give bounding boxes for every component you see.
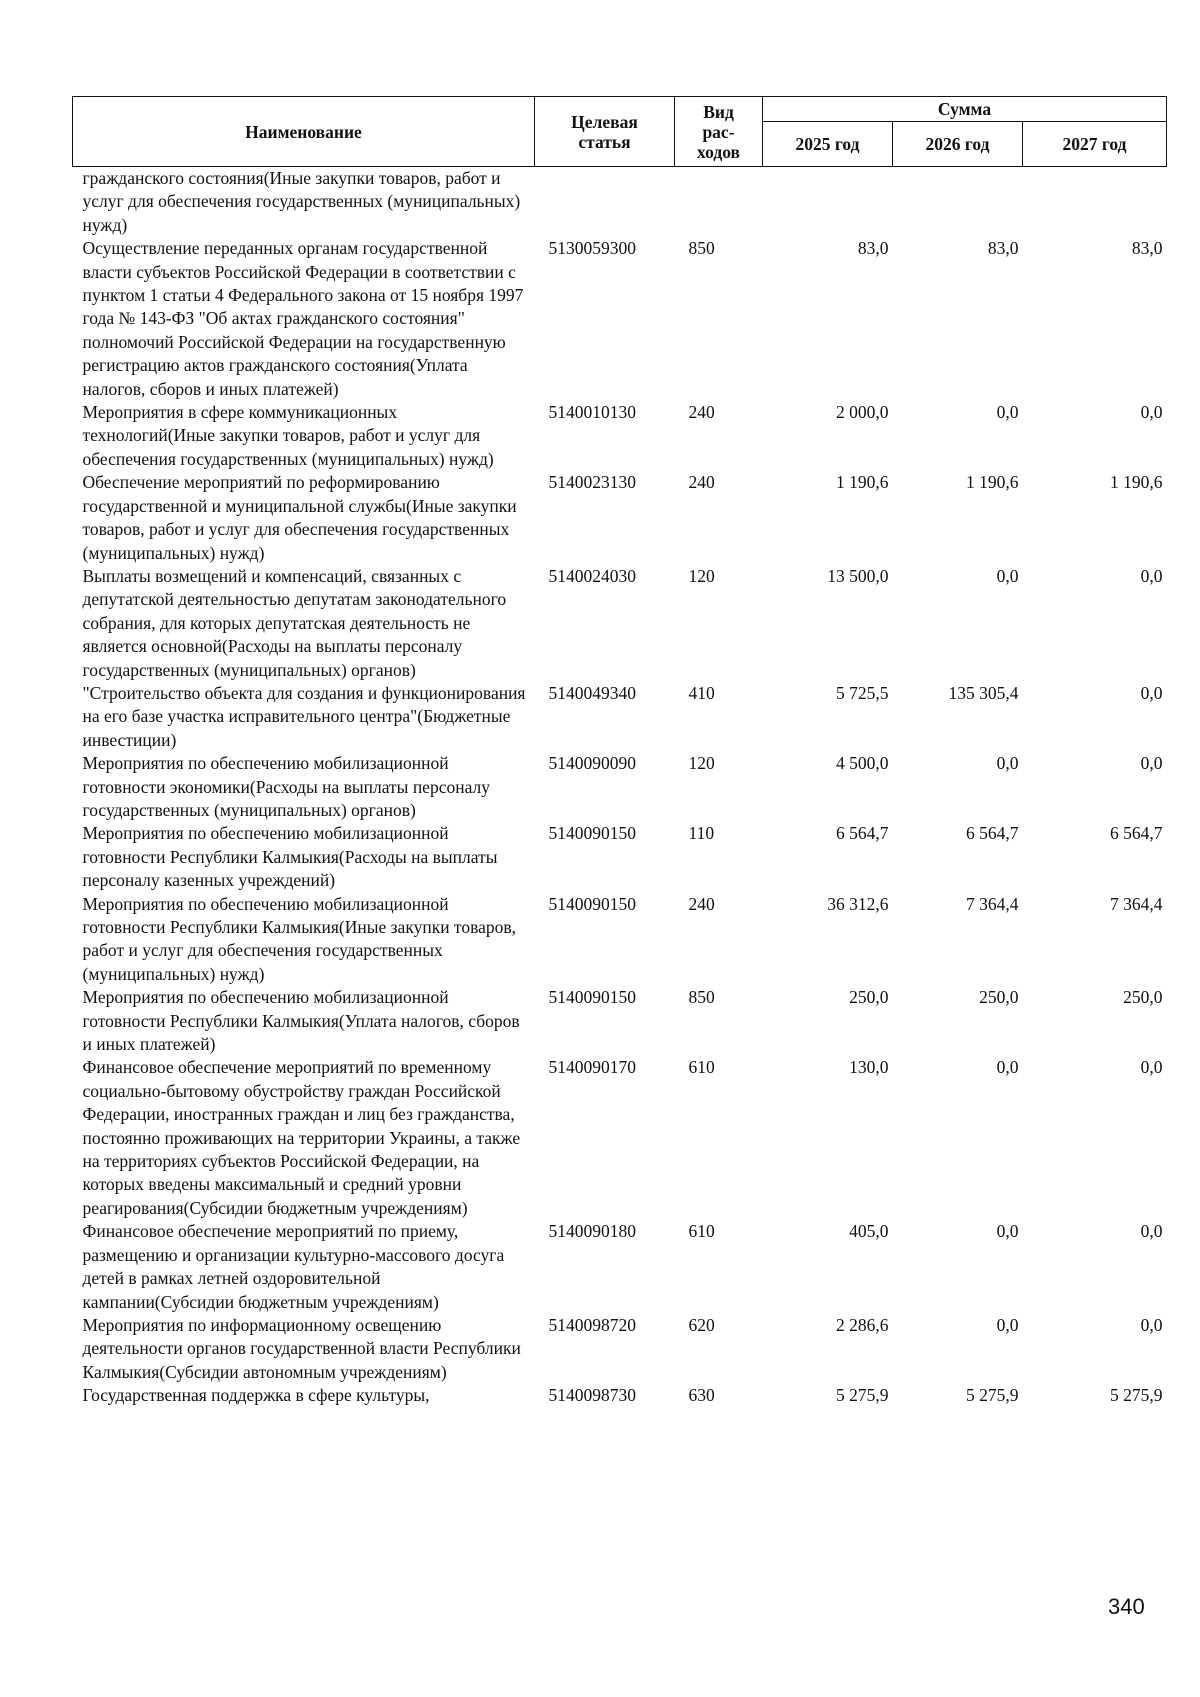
row-sum-2027: 6 564,7 bbox=[1110, 823, 1163, 844]
row-sum-2025: 13 500,0 bbox=[827, 565, 889, 586]
row-sum-2027: 1 190,6 bbox=[1110, 472, 1163, 493]
table-body bbox=[73, 167, 1167, 1408]
row-target-code: 5140090150 bbox=[548, 823, 636, 844]
table-row bbox=[73, 471, 1167, 565]
row-sum-2026: 1 190,6 bbox=[966, 472, 1019, 493]
row-sum-2025: 83,0 bbox=[857, 238, 889, 259]
header-year-2026: 2026 год bbox=[893, 122, 1023, 167]
row-name: Государственная поддержка в сфере культуры, bbox=[82, 1385, 430, 1406]
row-target-code: 5140023130 bbox=[548, 472, 636, 493]
page-number: 340 bbox=[1108, 1594, 1145, 1619]
row-expense-kind: 240 bbox=[688, 402, 715, 423]
row-target-code: 5140090180 bbox=[548, 1221, 636, 1242]
row-target-code: 5140090150 bbox=[548, 987, 636, 1008]
row-sum-2027: 83,0 bbox=[1131, 238, 1163, 259]
row-expense-kind: 240 bbox=[688, 472, 715, 493]
row-target-code: 5140024030 bbox=[548, 565, 636, 586]
row-sum-2027: 0,0 bbox=[1140, 753, 1163, 774]
row-sum-2027: 0,0 bbox=[1140, 1057, 1163, 1078]
row-sum-2025: 4 500,0 bbox=[836, 753, 889, 774]
row-expense-kind bbox=[675, 167, 763, 238]
row-sum-2025: 5 725,5 bbox=[836, 682, 889, 703]
row-sum-2026: 7 364,4 bbox=[966, 893, 1019, 914]
row-target-code: 5140090090 bbox=[548, 753, 636, 774]
row-sum-2027: 0,0 bbox=[1140, 1221, 1163, 1242]
row-name: Выплаты возмещений и компенсаций, связанных с депутатской деятельностью депутатам законодательного собрания, для которых депутатская деятельность не является основной(Расходы на выплаты персоналу государственных (муниципальных) органов) bbox=[82, 565, 507, 680]
row-sum-2026: 0,0 bbox=[996, 565, 1019, 586]
row-name: Мероприятия по обеспечению мобилизационной готовности Республики Калмыкия(Расходы на выплаты персоналу казенных учреждений) bbox=[82, 823, 498, 891]
row-target-code bbox=[535, 167, 675, 238]
row-name: Мероприятия по обеспечению мобилизационной готовности Республики Калмыкия(Уплата налогов, сборов и иных платежей) bbox=[82, 987, 520, 1055]
row-sum-2026: 0,0 bbox=[996, 1221, 1019, 1242]
row-name: "Строительство объекта для создания и функционирования на его базе участка исправительного центра"(Бюджетные инвестиции) bbox=[82, 682, 526, 750]
row-expense-kind: 630 bbox=[688, 1385, 715, 1406]
row-sum-2025: 1 190,6 bbox=[836, 472, 889, 493]
row-sum-2027: 0,0 bbox=[1140, 682, 1163, 703]
row-name: Финансовое обеспечение мероприятий по приему, размещению и организации культурно-массового досуга детей в рамках летней оздоровительной кампании(Субсидии бюджетным учреждениям) bbox=[82, 1221, 505, 1312]
row-sum-2027: 0,0 bbox=[1140, 1314, 1163, 1335]
row-name: Мероприятия в сфере коммуникационных технологий(Иные закупки товаров, работ и услуг для обеспечения государственных (муниципальных) нужд) bbox=[82, 402, 494, 469]
row-target-code: 5140010130 bbox=[548, 402, 636, 423]
header-year-2027: 2027 год bbox=[1023, 122, 1167, 167]
row-target-code: 5140098730 bbox=[548, 1385, 636, 1406]
table-row bbox=[73, 1220, 1167, 1314]
row-expense-kind: 610 bbox=[688, 1221, 715, 1242]
table-row bbox=[73, 682, 1167, 752]
row-expense-kind: 120 bbox=[688, 565, 715, 586]
row-name: гражданского состояния(Иные закупки товаров, работ и услуг для обеспечения государственных (муниципальных) нужд) bbox=[82, 168, 521, 235]
table-row bbox=[73, 237, 1167, 401]
row-name: Обеспечение мероприятий по реформированию государственной и муниципальной службы(Иные закупки товаров, работ и услуг для обеспечения государственных (муниципальных) нужд) bbox=[82, 472, 517, 563]
row-expense-kind: 240 bbox=[688, 893, 715, 914]
row-sum-2025: 6 564,7 bbox=[836, 823, 889, 844]
table-row bbox=[73, 1384, 1167, 1407]
row-target-code: 5130059300 bbox=[548, 238, 636, 259]
row-target-code: 5140090170 bbox=[548, 1057, 636, 1078]
row-sum-2025 bbox=[763, 167, 893, 238]
row-sum-2027: 0,0 bbox=[1140, 402, 1163, 423]
table-row bbox=[73, 1056, 1167, 1220]
row-sum-2026: 83,0 bbox=[987, 238, 1019, 259]
row-name: Финансовое обеспечение мероприятий по временному социально-бытовому обустройству граждан Российской Федерации, иностранных граждан и лиц без гражданства, постоянно проживающих на территории Украины, а также на территориях субъектов Российской Федерации, на которых введены максимальный и средний уровни реагирования(Субсидии бюджетным учреждениям) bbox=[82, 1057, 521, 1218]
table-header bbox=[73, 97, 1167, 167]
row-sum-2026: 0,0 bbox=[996, 753, 1019, 774]
row-sum-2025: 2 286,6 bbox=[836, 1314, 889, 1335]
table-row bbox=[73, 822, 1167, 892]
row-sum-2025: 36 312,6 bbox=[827, 893, 889, 914]
row-sum-2026: 6 564,7 bbox=[966, 823, 1019, 844]
table-row bbox=[73, 986, 1167, 1056]
row-sum-2026: 0,0 bbox=[996, 1314, 1019, 1335]
table-row bbox=[73, 752, 1167, 822]
table-row bbox=[73, 565, 1167, 682]
header-target: Целевая статья bbox=[535, 97, 675, 167]
row-sum-2026: 0,0 bbox=[996, 1057, 1019, 1078]
table-row bbox=[73, 1314, 1167, 1384]
row-expense-kind: 110 bbox=[688, 823, 715, 844]
row-target-code: 5140090150 bbox=[548, 893, 636, 914]
row-sum-2026 bbox=[893, 167, 1023, 238]
row-sum-2025: 405,0 bbox=[849, 1221, 889, 1242]
budget-table bbox=[72, 96, 1167, 1408]
table-row bbox=[73, 167, 1167, 238]
row-sum-2027: 0,0 bbox=[1140, 565, 1163, 586]
row-expense-kind: 850 bbox=[688, 987, 715, 1008]
header-sum: Сумма bbox=[763, 97, 1167, 122]
table-row bbox=[73, 893, 1167, 987]
table-row bbox=[73, 401, 1167, 471]
row-expense-kind: 610 bbox=[688, 1057, 715, 1078]
row-name: Мероприятия по обеспечению мобилизационной готовности Республики Калмыкия(Иные закупки товаров, работ и услуг для обеспечения государственных (муниципальных) нужд) bbox=[82, 893, 517, 984]
row-expense-kind: 120 bbox=[688, 753, 715, 774]
row-sum-2026: 0,0 bbox=[996, 402, 1019, 423]
row-sum-2027 bbox=[1023, 167, 1167, 238]
header-kind: Вид рас-ходов bbox=[675, 97, 763, 167]
row-target-code: 5140098720 bbox=[548, 1314, 636, 1335]
row-sum-2025: 2 000,0 bbox=[836, 402, 889, 423]
row-expense-kind: 850 bbox=[688, 238, 715, 259]
row-sum-2027: 5 275,9 bbox=[1110, 1385, 1163, 1406]
row-name: Мероприятия по обеспечению мобилизационной готовности экономики(Расходы на выплаты персоналу государственных (муниципальных) органов) bbox=[82, 753, 490, 820]
row-sum-2026: 250,0 bbox=[979, 987, 1019, 1008]
row-sum-2027: 7 364,4 bbox=[1110, 893, 1163, 914]
row-sum-2027: 250,0 bbox=[1123, 987, 1163, 1008]
row-sum-2025: 250,0 bbox=[849, 987, 889, 1008]
row-sum-2025: 5 275,9 bbox=[836, 1385, 889, 1406]
row-target-code: 5140049340 bbox=[548, 682, 636, 703]
row-sum-2026: 135 305,4 bbox=[948, 682, 1019, 703]
row-sum-2025: 130,0 bbox=[849, 1057, 889, 1078]
row-name: Осуществление переданных органам государственной власти субъектов Российской Федерации в соответствии с пунктом 1 статьи 4 Федерального закона от 15 ноября 1997 года № 143-ФЗ "Об актах гражданского состояния" полномочий Российской Федерации на государственную регистрацию актов гражданского состояния(Уплата налогов, сборов и иных платежей) bbox=[82, 238, 524, 399]
row-expense-kind: 620 bbox=[688, 1314, 715, 1335]
header-name: Наименование bbox=[73, 97, 535, 167]
row-name: Мероприятия по информационному освещению деятельности органов государственной власти Республики Калмыкия(Субсидии автономным учреждениям) bbox=[82, 1314, 521, 1382]
row-expense-kind: 410 bbox=[688, 682, 715, 703]
header-year-2025: 2025 год bbox=[763, 122, 893, 167]
row-sum-2026: 5 275,9 bbox=[966, 1385, 1019, 1406]
